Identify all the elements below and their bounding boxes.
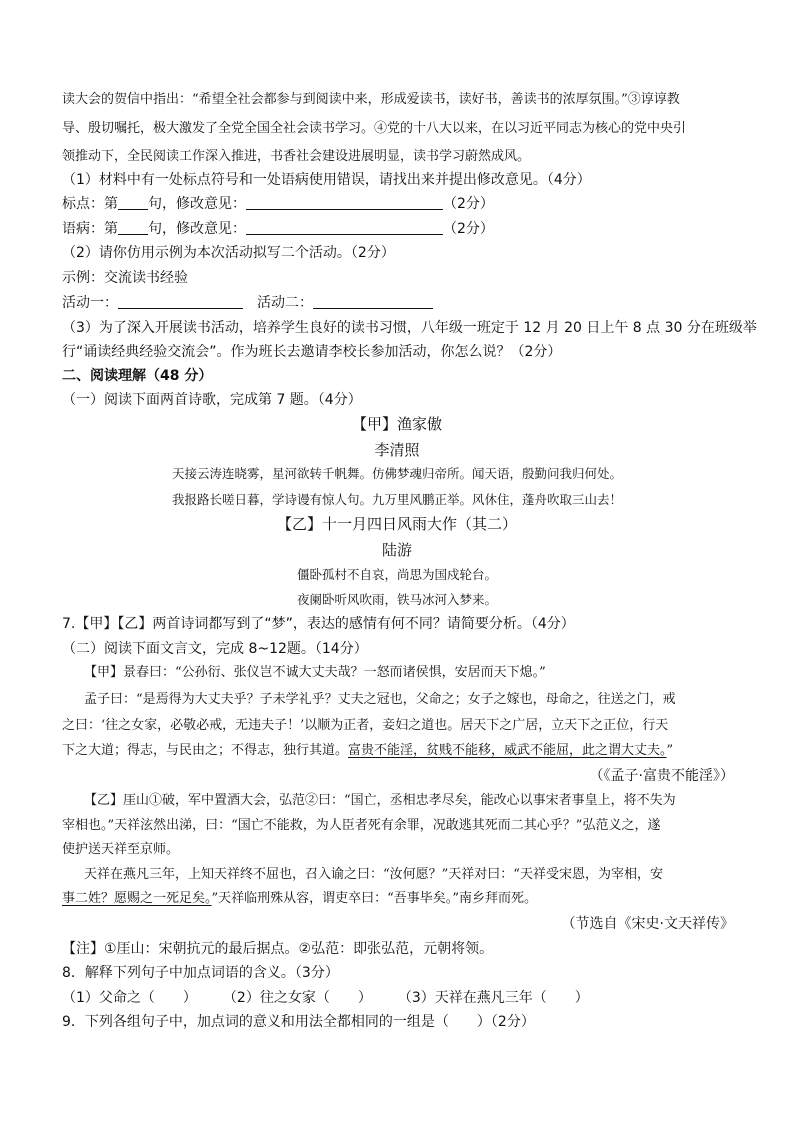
question-8-item-1: （1）父命之（ ）	[62, 990, 197, 1006]
text-a-line-1: 【甲】景春曰：“公孙衍、张仪岂不诚大丈夫哉？一怒而诸侯惧，安居而天下熄。”	[84, 665, 546, 680]
activity-answer-row	[62, 293, 734, 313]
poem-b-line-1: 僵卧孤村不自哀，尚思为国戍轮台。	[296, 567, 497, 582]
poem-b-line-2: 夜阑卧听风吹雨，铁马冰河入梦来。	[296, 592, 497, 607]
text-b-line-5-middle: ”天祥临刑殊从容，谓吏卒曰：“吾事毕矣。	[211, 891, 453, 906]
annotation-note: 【注】①厓山：宋朝抗元的最后据点。②弘范：即张弘范，元朝将领。	[62, 941, 494, 957]
question-1-prompt: （1）材料中有一处标点符号和一处语病使用错误，请找出来并提出修改意见。（4分）	[62, 172, 591, 188]
intro-line-1: 读大会的贺信中指出：“希望全社会都参与到阅读中来，形成爱读书，读好书，善读书的浓厚氛围。”③谆谆教	[62, 92, 680, 107]
question-8-items	[62, 988, 734, 1008]
poem-a-author: 李清照	[374, 441, 420, 459]
poem-a-line-1: 天接云涛连晓雾，星河欲转千帆舞。仿佛梦魂归帝所。闻天语，殷勤问我归何处。	[171, 466, 622, 481]
text-b-source: （节选自《宋史·文天祥传》	[561, 916, 734, 932]
activity-1-label: 活动一：	[62, 295, 118, 311]
punctuation-fix-label: 句，修改意见：	[148, 196, 246, 212]
section-2-heading: 二、阅读理解（48 分）	[62, 368, 213, 384]
activity-2-blank[interactable]	[313, 293, 433, 309]
grammar-score: （2分）	[443, 221, 494, 237]
text-b-line-5	[62, 889, 734, 909]
question-3-line-1: （3）为了深入开展读书活动，培养学生良好的读书习惯，八年级一班定于 12 月 20 日上午 8 点 30 分在班级举	[62, 320, 757, 336]
poem-b-title: 【乙】十一月四日风雨大作（其二）	[276, 515, 517, 533]
text-a-line-4	[62, 741, 734, 761]
question-8-item-3: （3）天祥在燕凡三年（ ）	[397, 990, 589, 1006]
grammar-label: 语病：第	[62, 221, 118, 237]
grammar-fix-blank[interactable]	[246, 219, 443, 235]
text-b-line-1: 【乙】厓山①破，军中置酒大会，弘范②曰：“国亡，丞相忠孝尽矣，能改心以事宋者事皇上，将不失为	[84, 793, 676, 808]
intro-line-3: 领推动下，全民阅读工作深入推进，书香社会建设进展明显，读书学习蔚然成风。	[62, 149, 531, 164]
poetry-part-instruction: （一）阅读下面两首诗歌，完成第 7 题。（4分）	[62, 392, 362, 408]
question-8-prompt: 8．解释下列句子中加点词语的含义。（3分）	[62, 965, 339, 981]
text-a-closing-quote: ”	[666, 743, 674, 758]
classical-part-instruction: （二）阅读下面文言文，完成 8~12题。（14分）	[62, 641, 368, 657]
text-a-line-4-start: 下之大道；得志，与民由之；不得志，独行其道。	[62, 743, 349, 758]
question-2-prompt: （2）请你仿用示例为本次活动拟写二个活动。（2分）	[62, 245, 395, 261]
poem-b-author: 陆游	[381, 541, 412, 559]
text-a-line-2: 孟子曰：“是焉得为大丈夫乎？子未学礼乎？丈夫之冠也，父命之；女子之嫁也，母命之，往送之门，戒	[84, 692, 676, 707]
grammar-sentence-blank[interactable]	[118, 219, 148, 235]
text-b-line-5-end: ”南乡拜而死。	[452, 891, 537, 906]
text-b-line-2: 宰相也。”天祥泫然出涕，曰：“国亡不能救，为人臣者死有余罪，况敢逃其死而二其心乎？”弘范义之，遂	[62, 818, 661, 833]
question-7: 7.【甲】【乙】两首诗词都写到了“梦”，表达的感情有何不同？请简要分析。（4分）	[62, 616, 575, 632]
poem-a-line-2: 我报路长嗟日暮，学诗谩有惊人句。九万里风鹏正举。风休住，蓬舟吹取三山去！	[171, 492, 622, 507]
question-3-line-2: 行“诵读经典经验交流会”。作为班长去邀请李校长参加活动，你怎么说？（2分）	[62, 344, 562, 360]
question-2-example: 示例：交流读书经验	[62, 270, 188, 286]
text-a-source: （《孟子·富贵不能淫》）	[589, 768, 734, 784]
punctuation-sentence-blank[interactable]	[118, 194, 148, 210]
text-b-line-4: 天祥在燕凡三年，上知天祥终不屈也，召入谕之曰：“汝何愿？”天祥对曰：“天祥受宋恩，为宰相，安	[84, 867, 663, 882]
text-b-line-3: 使护送天祥至京师。	[62, 842, 180, 857]
intro-line-2: 导、殷切嘱托，极大激发了全党全国全社会读书学习。④党的十八大以来，在以习近平同志为核心的党中央引	[62, 121, 687, 136]
text-a-line-3: 之曰：‘往之女家，必敬必戒，无违夫子！’以顺为正者，妾妇之道也。居天下之广居，立天下之正位，行天	[62, 718, 669, 733]
punctuation-score: （2分）	[443, 196, 494, 212]
punctuation-answer-row	[62, 194, 734, 214]
poem-a-title: 【甲】渔家傲	[351, 415, 442, 433]
question-9-prompt: 9．下列各组句子中，加点词的意义和用法全都相同的一组是（ ）（2分）	[62, 1014, 535, 1030]
question-8-item-2: （2）往之女家（ ）	[222, 990, 372, 1006]
text-b-underlined-1: 事二姓？愿赐之一死足矣。	[62, 891, 212, 906]
punctuation-label: 标点：第	[62, 196, 118, 212]
activity-1-blank[interactable]	[118, 293, 243, 309]
grammar-answer-row	[62, 219, 734, 239]
punctuation-fix-blank[interactable]	[246, 194, 443, 210]
grammar-fix-label: 句，修改意见：	[148, 221, 246, 237]
activity-2-label: 活动二：	[257, 295, 313, 311]
text-a-underlined-sentence: 富贵不能淫，贫贱不能移，威武不能屈，此之谓大丈夫。	[348, 743, 667, 758]
